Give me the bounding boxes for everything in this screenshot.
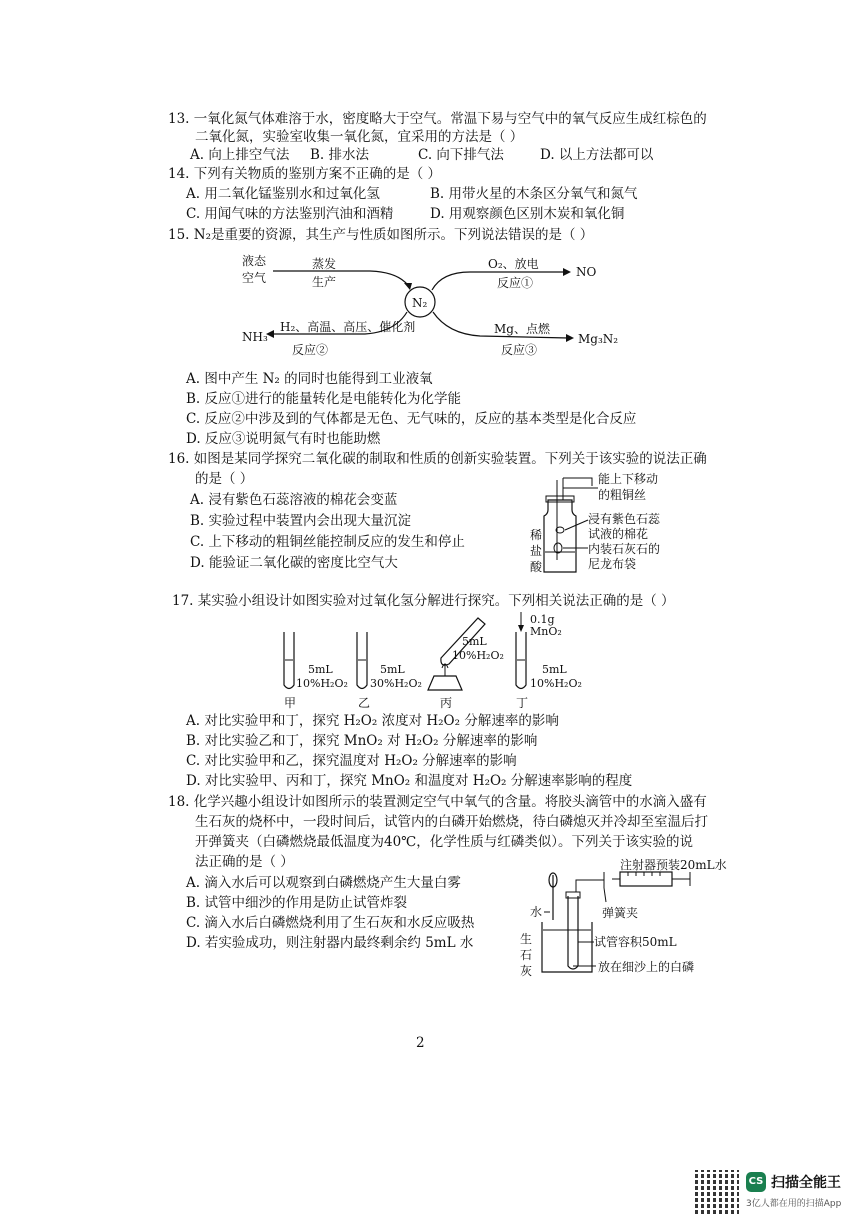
q17-yi-name: 乙 <box>358 696 371 710</box>
q16-option-c: C. 上下移动的粗铜丝能控制反应的发生和停止 <box>190 534 465 550</box>
q16-option-d: D. 能验证二氧化碳的密度比空气大 <box>190 555 398 571</box>
q17-yi-volume: 5mL <box>380 663 405 676</box>
q17-ding-catalyst: MnO₂ <box>530 625 562 638</box>
q17-jia-name: 甲 <box>284 696 297 710</box>
q15-label-r3-condition: Mg、点燃 <box>494 322 550 336</box>
q17-jia-volume: 5mL <box>308 663 333 676</box>
q14-option-b: B. 用带火星的木条区分氧气和氮气 <box>430 186 638 202</box>
scanner-logo: CS <box>746 1172 766 1192</box>
scanner-tagline: 3亿人都在用的扫描App <box>746 1199 842 1209</box>
q17-ding-mass: 0.1g <box>530 613 555 626</box>
q17-option-b: B. 对比实验乙和丁，探究 MnO₂ 对 H₂O₂ 分解速率的影响 <box>186 733 538 749</box>
q14-option-c: C. 用闻气味的方法鉴别汽油和酒精 <box>186 206 394 222</box>
q17-ding-volume: 5mL <box>542 663 567 676</box>
q17-bing-name: 丙 <box>440 696 453 710</box>
q13-option-b: B. 排水法 <box>310 147 370 163</box>
q15-option-d: D. 反应③说明氮气有时也能助燃 <box>186 431 381 447</box>
q16-stem-line2: 的是（ ） <box>195 471 254 487</box>
q16-option-b: B. 实验过程中装置内会出现大量沉淀 <box>190 513 412 529</box>
q18-label-lime-1: 生 <box>520 932 533 946</box>
page-number: 2 <box>416 1035 425 1051</box>
q15-label-r1-condition: O₂、放电 <box>488 257 539 271</box>
q13-option-d: D. 以上方法都可以 <box>540 147 654 163</box>
q15-label-r1: 反应① <box>497 276 534 290</box>
q17-ding-name: 丁 <box>516 696 529 710</box>
q15-label-liquid-air-2: 空气 <box>242 271 267 285</box>
q14-option-d: D. 用观察颜色区别木炭和氧化铜 <box>430 206 625 222</box>
q16-label-bag-2: 尼龙布袋 <box>588 557 637 571</box>
q17-option-a: A. 对比实验甲和丁，探究 H₂O₂ 浓度对 H₂O₂ 分解速率的影响 <box>186 713 559 729</box>
q16-label-cotton-2: 试液的棉花 <box>588 527 649 541</box>
q16-label-wire-2: 的粗铜丝 <box>598 488 647 502</box>
q13-stem-line1: 13. 一氧化氮气体难溶于水，密度略大于空气。常温下易与空气中的氧气反应生成红棕色的 <box>168 111 707 127</box>
q15-label-nh3: NH₃ <box>242 330 268 344</box>
q17-stem: 17. 某实验小组设计如图实验对过氧化氢分解进行探究。下列相关说法正确的是（ ） <box>172 593 675 609</box>
q18-stem-line2: 生石灰的烧杯中，一段时间后，试管内的白磷开始燃烧，待白磷熄灭并冷却至室温后打 <box>195 814 708 830</box>
q17-bing-concentration: 10%H₂O₂ <box>452 649 504 662</box>
q13-option-c: C. 向下排气法 <box>418 147 504 163</box>
q17-jia-concentration: 10%H₂O₂ <box>296 677 348 690</box>
q18-stem-line1: 18. 化学兴趣小组设计如图所示的装置测定空气中氧气的含量。将胶头滴管中的水滴入盛有 <box>168 794 707 810</box>
q16-label-acid-3: 酸 <box>530 560 543 574</box>
q13-stem-line2: 二氧化氮，实验室收集一氧化氮，宜采用的方法是（ ） <box>195 129 524 145</box>
q15-stem: 15. N₂是重要的资源，其生产与性质如图所示。下列说法错误的是（ ） <box>168 227 594 243</box>
q18-label-lime-2: 石 <box>520 948 533 962</box>
q18-label-water: 水 <box>530 905 543 919</box>
q16-label-bag-1: 内装石灰石的 <box>588 542 661 556</box>
q18-stem-line4: 法正确的是（ ） <box>195 854 294 870</box>
q16-label-acid-1: 稀 <box>530 528 543 542</box>
qr-code-icon <box>695 1170 739 1214</box>
q15-option-b: B. 反应①进行的能量转化是电能转化为化学能 <box>186 391 462 407</box>
q16-label-cotton-1: 浸有紫色石蕊 <box>588 512 661 526</box>
q14-option-a: A. 用二氧化锰鉴别水和过氧化氢 <box>186 186 380 202</box>
q15-label-liquid-air-1: 液态 <box>242 254 267 268</box>
q18-option-c: C. 滴入水后白磷燃烧利用了生石灰和水反应吸热 <box>186 915 475 931</box>
q17-bing-volume: 5mL <box>462 635 487 648</box>
q18-label-tube-volume: 试管容积50mL <box>594 935 677 949</box>
q16-stem-line1: 16. 如图是某同学探究二氧化碳的制取和性质的创新实验装置。下列关于该实验的说法正确 <box>168 451 707 467</box>
q15-label-evaporate: 蒸发 <box>312 257 337 271</box>
q15-label-r3: 反应③ <box>501 343 538 357</box>
q17-yi-concentration: 30%H₂O₂ <box>370 677 422 690</box>
q15-option-c: C. 反应②中涉及到的气体都是无色、无气味的，反应的基本类型是化合反应 <box>186 411 637 427</box>
q15-label-r2: 反应② <box>292 343 329 357</box>
q18-option-b: B. 试管中细沙的作用是防止试管炸裂 <box>186 895 408 911</box>
q18-stem-line3: 开弹簧夹（白磷燃烧最低温度为40℃，化学性质与红磷类似）。下列关于该实验的说 <box>195 834 694 850</box>
q15-label-no: NO <box>576 265 597 279</box>
q16-label-acid-2: 盐 <box>530 544 543 558</box>
q18-label-lime-3: 灰 <box>520 964 533 978</box>
q17-option-c: C. 对比实验甲和乙，探究温度对 H₂O₂ 分解速率的影响 <box>186 753 517 769</box>
scanner-brand: 扫描全能王 <box>771 1175 841 1191</box>
q15-label-produce: 生产 <box>312 275 337 289</box>
q17-ding-concentration: 10%H₂O₂ <box>530 677 582 690</box>
q18-option-d: D. 若实验成功，则注射器内最终剩余约 5mL 水 <box>186 935 474 951</box>
q13-option-a: A. 向上排空气法 <box>190 147 290 163</box>
q18-label-phosphorus: 放在细沙上的白磷 <box>598 960 695 974</box>
q15-label-r2-condition: H₂、高温、高压、催化剂 <box>280 320 416 334</box>
q17-option-d: D. 对比实验甲、丙和丁，探究 MnO₂ 和温度对 H₂O₂ 分解速率影响的程度 <box>186 773 633 789</box>
q15-label-n2: N₂ <box>412 296 428 310</box>
q15-label-mg3n2: Mg₃N₂ <box>578 332 619 346</box>
q18-option-a: A. 滴入水后可以观察到白磷燃烧产生大量白雾 <box>186 875 461 891</box>
q14-stem: 14. 下列有关物质的鉴别方案不正确的是（ ） <box>168 166 442 182</box>
q18-label-syringe: 注射器预装20mL水 <box>620 858 727 872</box>
q15-option-a: A. 图中产生 N₂ 的同时也能得到工业液氧 <box>186 371 433 387</box>
q16-option-a: A. 浸有紫色石蕊溶液的棉花会变蓝 <box>190 492 398 508</box>
q18-label-clip: 弹簧夹 <box>602 906 639 920</box>
q16-label-wire-1: 能上下移动 <box>598 472 659 486</box>
